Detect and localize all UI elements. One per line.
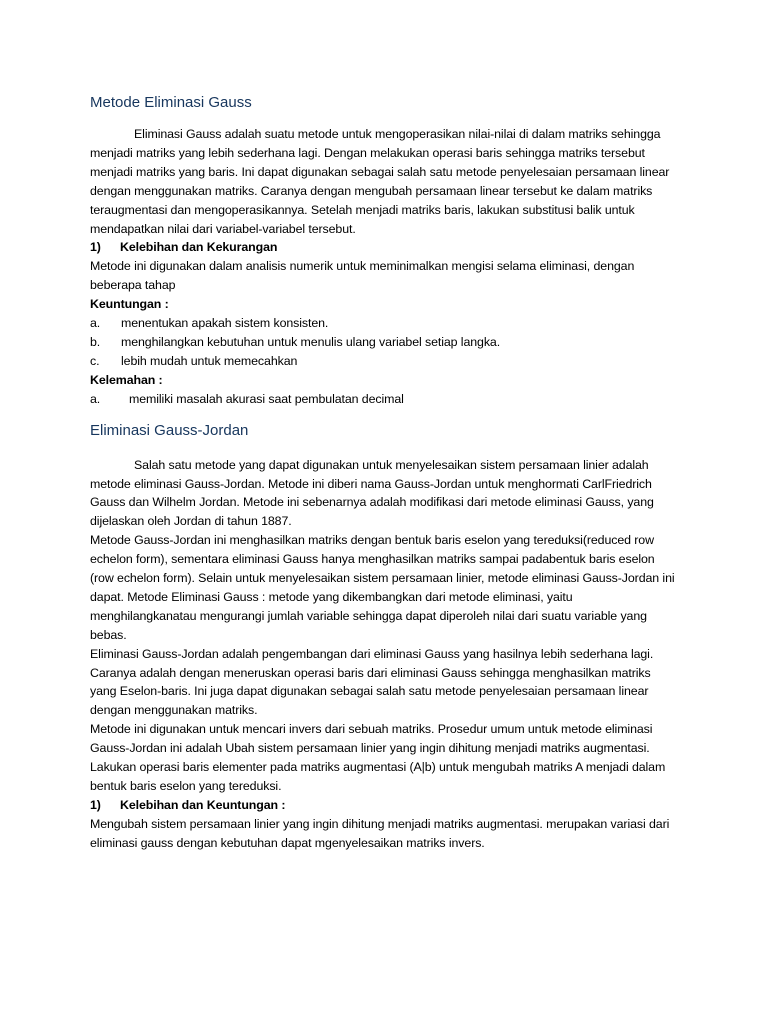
list-marker: a. — [90, 391, 101, 406]
list-text: lebih mudah untuk memecahkan — [121, 353, 298, 368]
list-item-keuntungan-b — [90, 333, 678, 352]
list-item-kelemahan-a — [90, 390, 678, 409]
subheading-text: Kelebihan dan Kekurangan — [120, 240, 278, 255]
list-item-keuntungan-a — [90, 314, 678, 333]
paragraph-gauss-jordan-3: Eliminasi Gauss-Jordan adalah pengembangan dari eliminasi Gauss yang hasilnya lebih sederhana lagi. Caranya adalah dengan meneruskan operasi baris dari eliminasi Gauss sehingga menghasilkan matriks yang Eselon-baris. Ini juga dapat digunakan sebagai salah satu metode penyelesaian persamaan linear dengan menggunakan matriks. — [90, 646, 654, 718]
subheading-number: 1) — [90, 240, 101, 255]
paragraph-gauss-intro: Eliminasi Gauss adalah suatu metode untuk mengoperasikan nilai-nilai di dalam matriks sehingga menjadi matriks yang lebih sederhana lagi. Dengan melakukan operasi baris sehingga matriks tersebut menjadi matriks yang baris. Ini dapat digunakan sebagai salah satu metode penyelesaian persamaan linear dengan menggunakan matriks. Caranya dengan mengubah persamaan linear tersebut ke dalam matriks teraugmentasi dan mengoperasikannya. Setelah menjadi matriks baris, lakukan substitusi balik untuk mendapatkan nilai dari variabel-variabel tersebut. — [90, 127, 670, 236]
paragraph-gauss-jordan-1: Salah satu metode yang dapat digunakan untuk menyelesaikan sistem persamaan linier adalah metode eliminasi Gauss-Jordan. Metode ini diberi nama Gauss-Jordan untuk menghormati CarlFriedrich Gauss dan Wilhelm Jordan. Metode ini sebenarnya adalah modifikasi dari metode eliminasi Gauss, yang dijelaskan oleh Jordan di tahun 1887. — [90, 457, 654, 529]
section-title-gauss-jordan: Eliminasi Gauss-Jordan — [90, 421, 249, 439]
subheading-kelebihan-keuntungan — [90, 796, 678, 815]
section-title-gauss: Metode Eliminasi Gauss — [90, 94, 252, 111]
paragraph-gauss-jordan-2: Metode Gauss-Jordan ini menghasilkan matriks dengan bentuk baris eselon yang tereduksi(reduced row echelon form), sementara eliminasi Gauss hanya menghasilkan matriks sampai padabentuk baris eselon (row echelon form). Selain untuk menyelesaikan sistem persamaan linier, metode eliminasi Gauss-Jordan ini dapat. Metode Eliminasi Gauss : metode yang dikembangkan dari metode eliminasi, yaitu menghilangkanatau mengurangi jumlah variable sehingga dapat diperoleh nilai dari suatu variable yang bebas. — [90, 533, 675, 642]
subheading-text: Kelebihan dan Keuntungan : — [120, 797, 286, 812]
paragraph-augmentasi: Mengubah sistem persamaan linier yang ingin dihitung menjadi matriks augmentasi. merupakan variasi dari eliminasi gauss dengan kebutuhan dapat mgenyelesaikan matriks invers. — [90, 816, 670, 850]
list-item-keuntungan-c — [90, 352, 678, 371]
label-kelemahan: Kelemahan : — [90, 372, 163, 387]
subheading-number: 1) — [90, 797, 101, 812]
label-keuntungan: Keuntungan : — [90, 297, 169, 312]
list-text: memiliki masalah akurasi saat pembulatan decimal — [129, 391, 404, 406]
list-text: menentukan apakah sistem konsisten. — [121, 316, 329, 331]
list-marker: a. — [90, 316, 101, 331]
list-marker: c. — [90, 353, 100, 368]
list-marker: b. — [90, 334, 101, 349]
paragraph-method-usage: Metode ini digunakan dalam analisis numerik untuk meminimalkan mengisi selama eliminasi, dengan beberapa tahap — [90, 259, 635, 293]
document-body — [90, 92, 678, 853]
subheading-kelebihan-kekurangan — [90, 238, 678, 257]
paragraph-gauss-jordan-4: Metode ini digunakan untuk mencari invers dari sebuah matriks. Prosedur umum untuk metode eliminasi Gauss-Jordan ini adalah Ubah sistem persamaan linier yang ingin dihitung menjadi matriks augmentasi. Lakukan operasi baris elementer pada matriks augmentasi (A|b) untuk mengubah matriks A menjadi dalam bentuk baris eselon yang tereduksi. — [90, 722, 666, 793]
list-text: menghilangkan kebutuhan untuk menulis ulang variabel setiap langka. — [121, 334, 501, 349]
